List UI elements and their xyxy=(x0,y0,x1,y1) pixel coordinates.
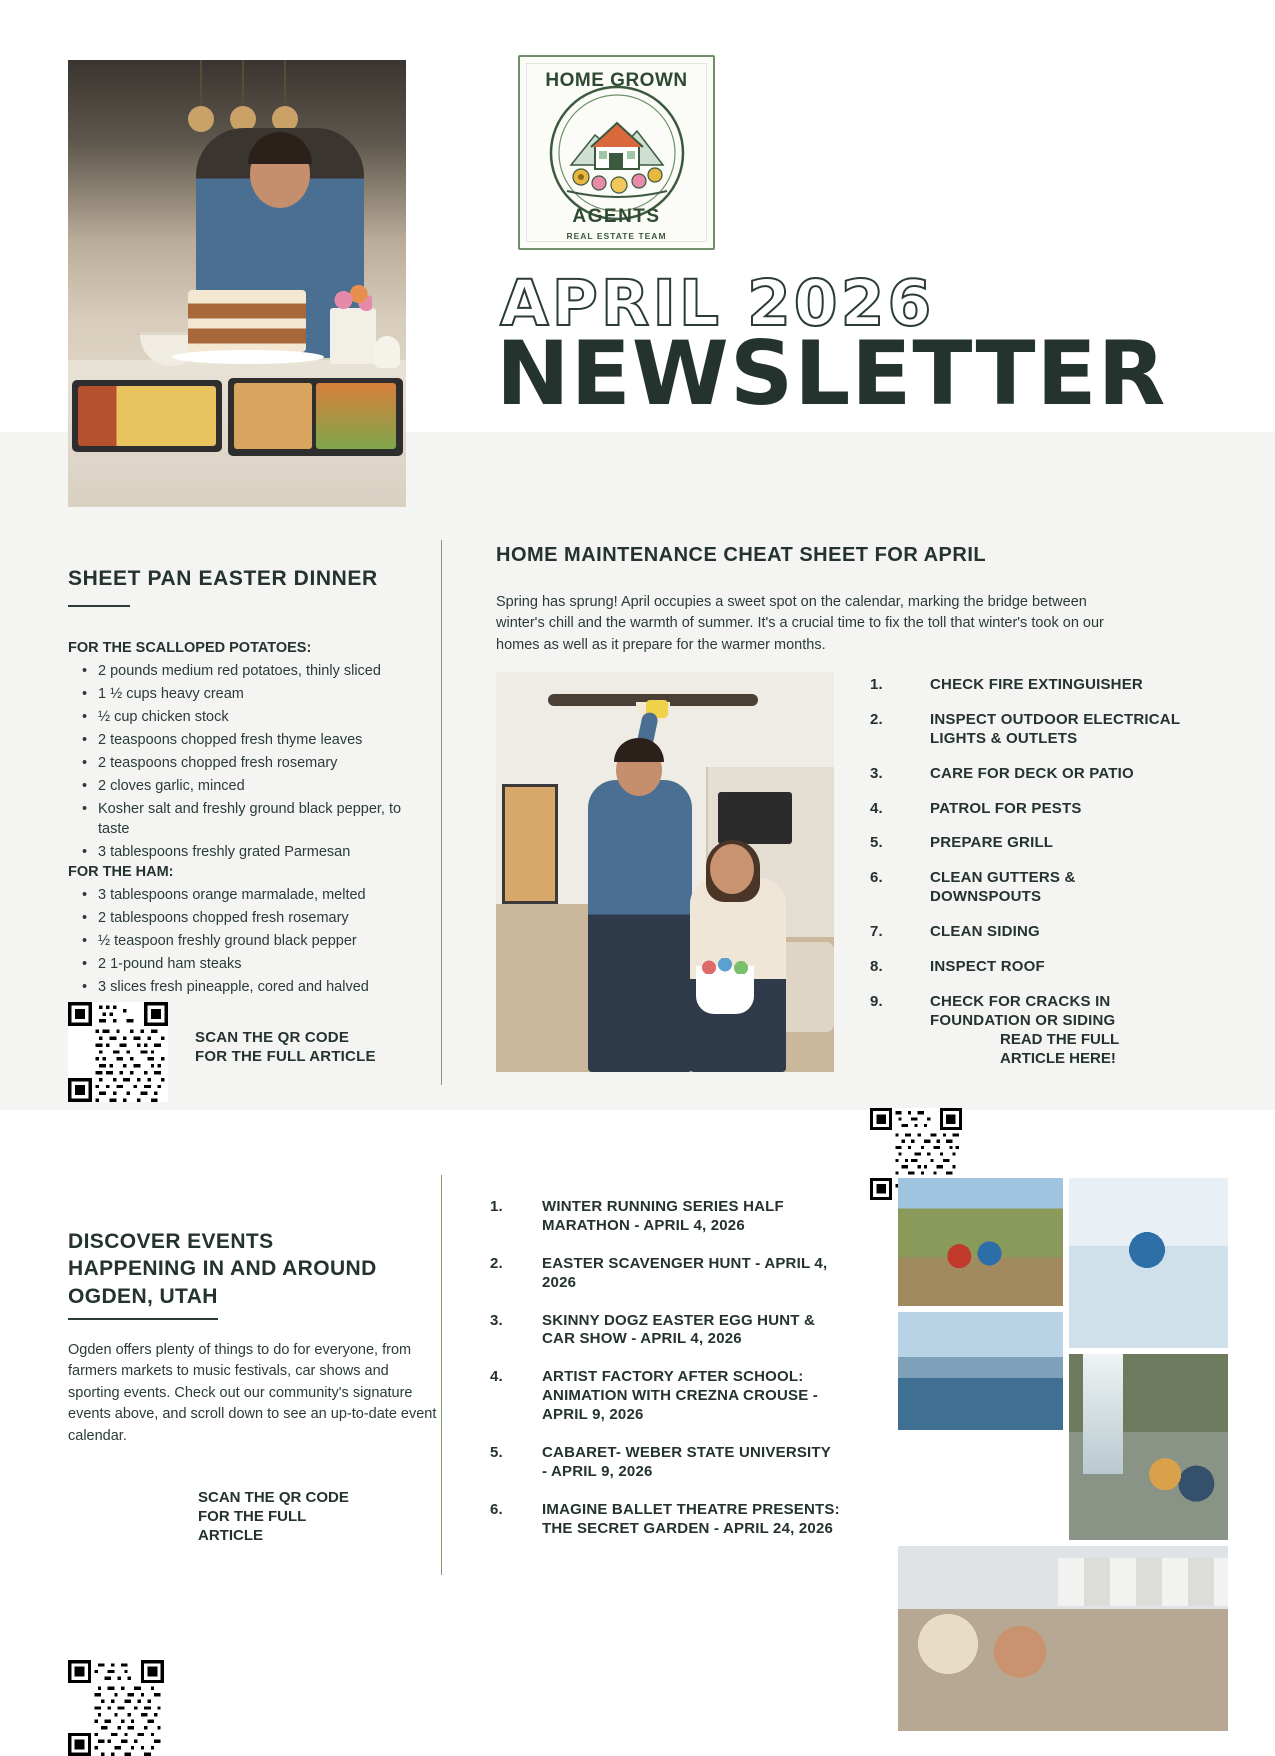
checklist-item xyxy=(870,711,1190,749)
qr-code-icon xyxy=(68,1002,168,1102)
checklist-item xyxy=(870,958,1190,977)
list-number: 5. xyxy=(490,1444,503,1462)
recipe-ingredient: • 3 tablespoons freshly grated Parmesan xyxy=(74,842,432,862)
list-label: CHECK FOR CRACKS IN FOUNDATION OR SIDING xyxy=(930,992,1116,1029)
list-number: 3. xyxy=(870,764,883,782)
list-label: IMAGINE BALLET THEATRE PRESENTS: THE SECRET GARDEN - APRIL 24, 2026 xyxy=(542,1500,840,1537)
event-item xyxy=(490,1312,840,1350)
waterfall-hiking-photo xyxy=(1069,1354,1228,1540)
recipe-ingredient: • 3 tablespoons orange marmalade, melted xyxy=(74,885,432,905)
list-label: PREPARE GRILL xyxy=(930,834,1054,852)
list-label: INSPECT ROOF xyxy=(930,958,1045,976)
checklist-item xyxy=(870,993,1190,1031)
logo-subtitle: REAL ESTATE TEAM xyxy=(566,231,667,241)
maintenance-checklist-container xyxy=(870,676,1190,1047)
column-divider-bottom xyxy=(441,1175,442,1575)
list-label: WINTER RUNNING SERIES HALF MARATHON - APRIL 4, 2026 xyxy=(542,1198,784,1234)
recipe-ingredient: • 2 cloves garlic, minced xyxy=(74,776,432,796)
event-item xyxy=(490,1368,840,1425)
list-label: CLEAN GUTTERS & DOWNSPOUTS xyxy=(930,869,1076,906)
checklist-item xyxy=(870,923,1190,942)
qr-label-line: ARTICLE HERE! xyxy=(1000,1050,1116,1068)
list-label: EASTER SCAVENGER HUNT - APRIL 4, 2026 xyxy=(542,1254,828,1291)
list-label: CLEAN SIDING xyxy=(930,923,1040,941)
home-maintenance-photo xyxy=(496,672,834,1072)
checklist-item xyxy=(870,869,1190,907)
recipe-ingredient: • 2 1-pound ham steaks xyxy=(74,954,432,974)
events-list-container xyxy=(490,1198,840,1558)
recipe-ingredient: • 1 ½ cups heavy cream xyxy=(74,684,432,704)
events-qr-code[interactable] xyxy=(68,1660,164,1756)
list-number: 9. xyxy=(870,992,883,1010)
event-item xyxy=(490,1444,840,1482)
column-divider-top xyxy=(441,540,442,1085)
recipe-ingredient: • 2 tablespoons chopped fresh rosemary xyxy=(74,908,432,928)
recipe-ingredient: • 2 pounds medium red potatoes, thinly sliced xyxy=(74,661,432,681)
events-qr-label: SCAN THE QR CODE FOR THE FULL ARTICLE xyxy=(198,1489,349,1545)
qr-code-icon xyxy=(68,1660,164,1756)
maintenance-qr-label xyxy=(1000,1030,1200,1068)
list-number: 5. xyxy=(870,834,883,852)
recipe-ingredient: • 3 slices fresh pineapple, cored and halved xyxy=(74,977,432,997)
events-list xyxy=(490,1198,840,1539)
list-number: 7. xyxy=(870,923,883,941)
events-photo-collage xyxy=(898,1178,1228,1598)
qr-label-line: READ THE FULL xyxy=(1000,1031,1120,1048)
checklist-item xyxy=(870,676,1190,695)
maintenance-checklist xyxy=(870,676,1190,1031)
qr-label-line: FOR THE FULL ARTICLE xyxy=(195,1048,376,1066)
brand-logo xyxy=(518,55,715,250)
recipe-heading: SHEET PAN EASTER DINNER xyxy=(68,567,378,590)
list-label: CARE FOR DECK OR PATIO xyxy=(930,764,1134,782)
list-label: PATROL FOR PESTS xyxy=(930,799,1082,817)
checklist-item xyxy=(870,765,1190,784)
event-item xyxy=(490,1255,840,1293)
list-number: 2. xyxy=(870,710,883,728)
logo-text-bottom: AGENTS xyxy=(572,206,661,227)
recipe-qr-code[interactable] xyxy=(68,1002,168,1102)
checklist-item xyxy=(870,800,1190,819)
list-number: 4. xyxy=(490,1368,503,1386)
list-label: CHECK FIRE EXTINGUISHER xyxy=(930,676,1143,693)
list-number: 4. xyxy=(870,799,883,817)
mountain-biking-photo xyxy=(898,1178,1063,1306)
issue-month: APRIL 2026 xyxy=(500,267,935,340)
events-paragraph: Ogden offers plenty of things to do for everyone, from farmers markets to music festivals, car shows and sporting events. Check out our community's signature events above, and scroll down to see an up-to-date event calendar. xyxy=(68,1342,437,1444)
easter-dinner-photo xyxy=(68,60,406,507)
list-number: 6. xyxy=(870,869,883,887)
checklist-item xyxy=(870,834,1190,853)
recipe-divider xyxy=(68,605,130,607)
recipe-ham-list xyxy=(74,885,432,1000)
recipe-ingredient: • 2 teaspoons chopped fresh rosemary xyxy=(74,753,432,773)
qr-label-line: SCAN THE QR CODE xyxy=(195,1029,350,1046)
recipe-section1-heading: FOR THE SCALLOPED POTATOES: xyxy=(68,640,312,656)
list-label: INSPECT OUTDOOR ELECTRICAL LIGHTS & OUTLETS xyxy=(930,710,1180,747)
recipe-ingredient: • 2 teaspoons chopped fresh thyme leaves xyxy=(74,730,432,750)
maintenance-paragraph: Spring has sprung! April occupies a sweet spot on the calendar, marking the bridge between winter's chill and the warmth of summer. It's a crucial time to fix the toll that winter's took on our homes as well as it prepare for the warmer months. xyxy=(496,594,1104,653)
page-title: NEWSLETTER xyxy=(496,322,1167,425)
event-item xyxy=(490,1198,840,1236)
skiing-photo xyxy=(1069,1178,1228,1348)
list-label: ARTIST FACTORY AFTER SCHOOL: ANIMATION WITH CREZNA CROUSE - APRIL 9, 2026 xyxy=(542,1368,818,1424)
list-number: 1. xyxy=(870,676,883,693)
event-item xyxy=(490,1501,840,1539)
list-label: CABARET- WEBER STATE UNIVERSITY - APRIL 9, 2026 xyxy=(542,1444,831,1480)
events-divider xyxy=(68,1318,218,1320)
list-number: 1. xyxy=(490,1198,503,1215)
recipe-potatoes-list xyxy=(74,661,432,865)
recipe-ingredient: • Kosher salt and freshly ground black pepper, to taste xyxy=(74,799,432,839)
list-number: 2. xyxy=(490,1254,503,1272)
maintenance-heading: HOME MAINTENANCE CHEAT SHEET FOR APRIL xyxy=(496,544,987,566)
logo-text-top: HOME GROWN xyxy=(545,70,688,91)
recipe-section2-heading: FOR THE HAM: xyxy=(68,864,174,880)
recipe-ingredient: • ½ cup chicken stock xyxy=(74,707,432,727)
recipe-qr-label xyxy=(195,1028,415,1066)
recipe-ingredient: • ½ teaspoon freshly ground black pepper xyxy=(74,931,432,951)
list-label: SKINNY DOGZ EASTER EGG HUNT & CAR SHOW - APRIL 4, 2026 xyxy=(542,1311,816,1348)
list-number: 3. xyxy=(490,1311,503,1329)
farmers-market-photo xyxy=(898,1546,1228,1731)
list-number: 8. xyxy=(870,958,883,976)
events-heading: DISCOVER EVENTS HAPPENING IN AND AROUND OGDEN, UTAH xyxy=(68,1230,377,1308)
lake-photo xyxy=(898,1312,1063,1430)
list-number: 6. xyxy=(490,1500,503,1518)
